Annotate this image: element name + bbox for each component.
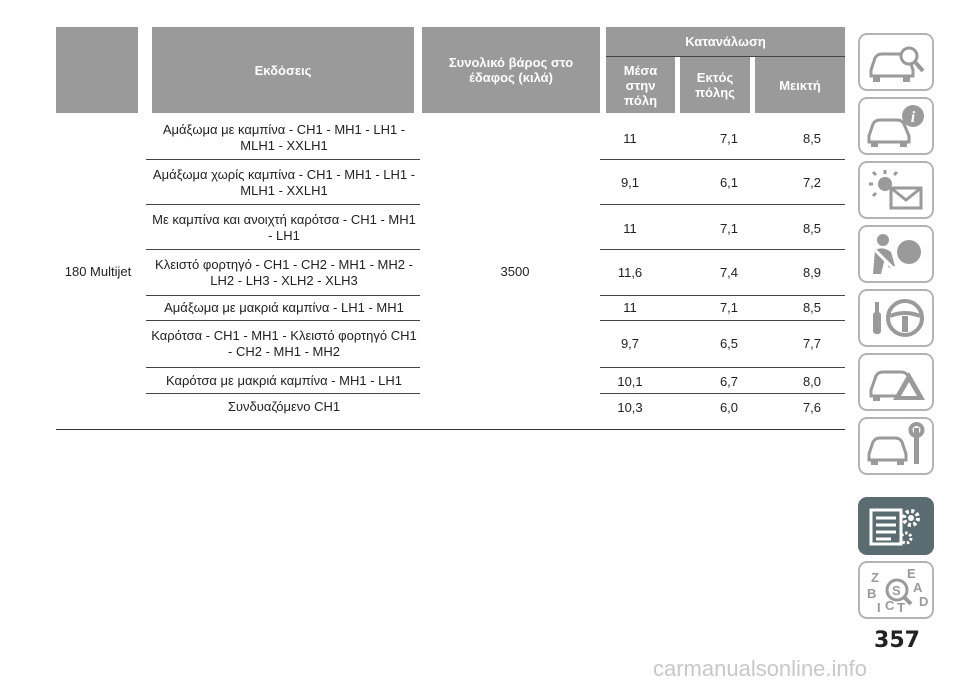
extra-value-cell: 6,5 — [719, 336, 739, 351]
index-letter-t: T — [897, 600, 905, 614]
version-cell: Με καμπίνα και ανοιχτή καρότσα - CH1 - MH1 - LH1 — [152, 212, 416, 243]
extra-value-cell: 7,1 — [719, 300, 739, 315]
urban-value-cell: 11 — [623, 130, 637, 146]
svg-text:i: i — [910, 109, 916, 126]
header-total-weight: Συνολικό βάρος στο έδαφος (κιλά) — [422, 27, 600, 113]
tab-car-info[interactable] — [858, 97, 934, 155]
header-urban: Μέσα στην πόλη — [606, 57, 675, 113]
combined-value-cell: 8,5 — [802, 130, 822, 146]
version-cell: Αμάξωμα χωρίς καμπίνα - CH1 - MH1 - LH1 - MLH1 - XXLH1 — [152, 166, 416, 198]
tab-index[interactable] — [858, 561, 934, 619]
combined-value-cell: 8,0 — [802, 373, 822, 389]
car-maintenance-icon — [863, 422, 929, 470]
header-blank-cell — [56, 27, 138, 113]
combined-value-cell: 8,5 — [802, 220, 822, 236]
extra-value-cell: 7,1 — [719, 220, 739, 236]
combined-value-cell: 8,9 — [802, 265, 822, 280]
tab-emergency[interactable] — [858, 353, 934, 411]
index-letter-e: E — [907, 566, 916, 581]
index-letter-c: C — [885, 598, 895, 613]
extra-value-cell: 6,1 — [719, 175, 739, 190]
combined-value-cell: 7,7 — [802, 336, 822, 351]
index-letter-b: B — [867, 586, 877, 601]
car-emergency-icon — [863, 358, 929, 406]
warning-light-mail-icon — [863, 166, 929, 214]
version-cell: Αμάξωμα με καμπίνα - CH1 - MH1 - LH1 - MLH1 - XXLH1 — [162, 122, 406, 153]
extra-value-cell: 7,4 — [719, 265, 739, 280]
urban-value-cell: 9,1 — [620, 175, 640, 190]
weight-cell: 3500 — [500, 263, 530, 279]
tab-warning-lights[interactable] — [858, 161, 934, 219]
header-consumption: Κατανάλωση — [606, 27, 845, 56]
version-cell: Καρότσα - CH1 - MH1 - Κλειστό φορτηγό CH1 - CH2 - MH1 - MH2 — [151, 327, 417, 359]
header-extra-urban: Εκτός πόλης — [680, 57, 750, 113]
airbag-safety-icon — [863, 230, 929, 278]
urban-value-cell: 10,1 — [617, 373, 643, 389]
technical-data-icon — [863, 502, 929, 550]
index-letter-z: Z — [871, 570, 879, 585]
row-divider — [146, 204, 420, 205]
page-number: 357 — [874, 628, 920, 653]
index-letter-i: I — [877, 600, 881, 614]
extra-value-cell: 7,1 — [719, 130, 739, 146]
watermark: carmanualsonline.info — [652, 656, 868, 681]
combined-value-cell: 8,5 — [802, 300, 822, 315]
version-cell: Συνδυαζόμενο CH1 — [227, 399, 341, 414]
header-combined: Μεικτή — [755, 57, 845, 113]
combined-value-cell: 7,2 — [802, 175, 822, 190]
index-letter-d: D — [919, 594, 929, 609]
urban-value-cell: 11 — [623, 300, 637, 315]
extra-value-cell: 6,0 — [719, 399, 739, 415]
car-search-icon — [863, 38, 929, 86]
urban-value-cell: 11,6 — [617, 265, 643, 280]
steering-wheel-key-icon — [863, 294, 929, 342]
engine-cell: 180 Multijet — [64, 263, 132, 279]
tab-maintenance[interactable] — [858, 417, 934, 475]
tab-safety[interactable] — [858, 225, 934, 283]
header-versions: Εκδόσεις — [152, 27, 414, 113]
urban-value-cell: 9,7 — [620, 336, 640, 351]
car-info-icon — [863, 102, 929, 150]
tab-technical-data[interactable] — [858, 497, 934, 555]
tab-starting-driving[interactable] — [858, 289, 934, 347]
extra-value-cell: 6,7 — [719, 373, 739, 389]
index-letter-s: S — [892, 583, 901, 598]
urban-value-cell: 11 — [623, 220, 637, 236]
version-cell: Κλειστό φορτηγό - CH1 - CH2 - MH1 - MH2 - LH2 - LH3 - XLH2 - XLH3 — [155, 256, 413, 288]
alphabetical-index-icon — [863, 566, 929, 614]
row-divider — [600, 204, 845, 205]
table-bottom-line — [56, 429, 845, 430]
combined-value-cell: 7,6 — [802, 399, 822, 415]
urban-value-cell: 10,3 — [617, 399, 643, 415]
index-letter-a: A — [913, 580, 923, 595]
version-cell: Καρότσα με μακριά καμπίνα - MH1 - LH1 — [165, 373, 402, 388]
tab-car-search[interactable] — [858, 33, 934, 91]
version-cell: Αμάξωμα με μακριά καμπίνα - LH1 - MH1 — [164, 299, 404, 315]
